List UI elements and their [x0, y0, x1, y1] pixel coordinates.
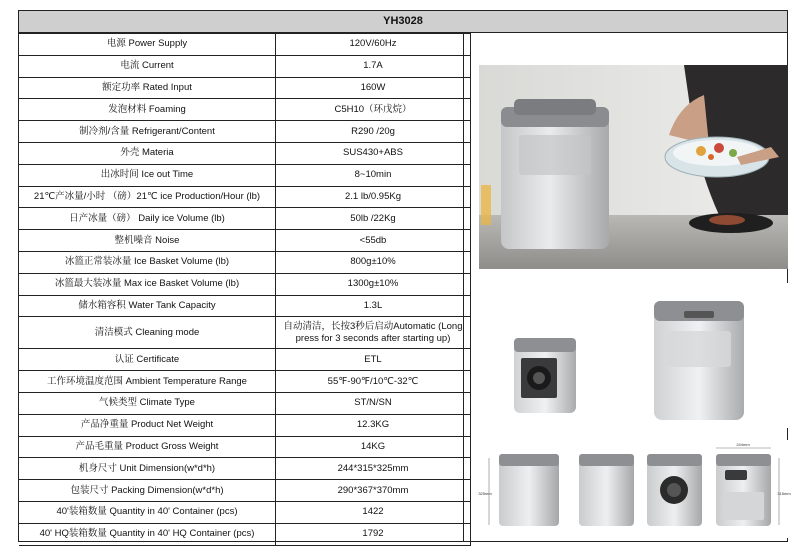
- spec-value: <55db: [276, 230, 471, 252]
- spec-row: [19, 164, 471, 186]
- spec-label: 电源 Power Supply: [19, 34, 276, 56]
- spec-value: 2.1 lb/0.95Kg: [276, 186, 471, 208]
- spec-row: [19, 142, 471, 164]
- spec-value: 160W: [276, 77, 471, 99]
- spec-row: [19, 77, 471, 99]
- spec-value: 800g±10%: [276, 251, 471, 273]
- spec-label: 产品毛重量 Product Gross Weight: [19, 436, 276, 458]
- spec-value: R290 /20g: [276, 121, 471, 143]
- spec-row: [19, 208, 471, 230]
- spec-label: 整机噪音 Noise: [19, 230, 276, 252]
- spec-row: [19, 273, 471, 295]
- spec-label: 冰篮正常装冰量 Ice Basket Volume (lb): [19, 251, 276, 273]
- product-render-photo: [479, 283, 788, 428]
- spec-row: [19, 480, 471, 502]
- spec-row: [19, 371, 471, 393]
- spec-row: [19, 34, 471, 56]
- spec-label: 储水箱容积 Water Tank Capacity: [19, 295, 276, 317]
- spec-label: 产品净重量 Product Net Weight: [19, 414, 276, 436]
- product-photo-column: [463, 33, 791, 541]
- spec-value: 14KG: [276, 436, 471, 458]
- spec-value: 1.7A: [276, 55, 471, 77]
- spec-label: 40' HQ装箱数量 Quantity in 40' HQ Container (pcs): [19, 523, 276, 545]
- spec-sheet: [18, 10, 791, 542]
- spec-label: 出冰时间 Ice out Time: [19, 164, 276, 186]
- spec-value: 290*367*370mm: [276, 480, 471, 502]
- spec-row: [19, 523, 471, 545]
- spec-value: 12.3KG: [276, 414, 471, 436]
- spec-value: 50lb /22Kg: [276, 208, 471, 230]
- spec-label: 制冷剂/含量 Refrigerant/Content: [19, 121, 276, 143]
- spec-label: 清洁模式 Cleaning mode: [19, 317, 276, 349]
- spec-row: [19, 317, 471, 349]
- spec-label: 包装尺寸 Packing Dimension(w*d*h): [19, 480, 276, 502]
- spec-value: SUS430+ABS: [276, 142, 471, 164]
- spec-label: 电流 Current: [19, 55, 276, 77]
- model-title: YH3028: [19, 11, 787, 33]
- spec-row: [19, 251, 471, 273]
- dimension-height-left-label: 325mm: [478, 491, 492, 496]
- spec-value: 8~10min: [276, 164, 471, 186]
- spec-label: 机身尺寸 Unit Dimension(w*d*h): [19, 458, 276, 480]
- spec-label: 气候类型 Climate Type: [19, 392, 276, 414]
- spec-row: [19, 295, 471, 317]
- spec-value: 244*315*325mm: [276, 458, 471, 480]
- spec-row: [19, 414, 471, 436]
- spec-value: 120V/60Hz: [276, 34, 471, 56]
- spec-value: 1.3L: [276, 295, 471, 317]
- spec-label: 21℃产冰量/小时 （磅）21℃ ice Production/Hour (lb): [19, 186, 276, 208]
- spec-label: 40'装箱数量 Quantity in 40' Container (pcs): [19, 501, 276, 523]
- spec-value: ST/N/SN: [276, 392, 471, 414]
- spec-row: [19, 349, 471, 371]
- spec-value: C5H10（环戊烷）: [276, 99, 471, 121]
- lifestyle-photo: [479, 65, 788, 269]
- dimension-width-label: 244mm: [736, 442, 750, 447]
- spec-label: 日产冰量（磅） Daily ice Volume (lb): [19, 208, 276, 230]
- dimension-height-right-label: 315mm: [777, 491, 791, 496]
- spec-row: [19, 55, 471, 77]
- spec-value: ETL: [276, 349, 471, 371]
- spec-value: 1792: [276, 523, 471, 545]
- spec-value: 55℉-90℉/10℃-32℃: [276, 371, 471, 393]
- spec-label: 冰篮最大装冰量 Max ice Basket Volume (lb): [19, 273, 276, 295]
- spec-row: [19, 99, 471, 121]
- spec-row: [19, 501, 471, 523]
- spec-value: 1300g±10%: [276, 273, 471, 295]
- spec-label: 发泡材料 Foaming: [19, 99, 276, 121]
- spec-row: [19, 230, 471, 252]
- spec-value: 1422: [276, 501, 471, 523]
- spec-row: [19, 186, 471, 208]
- spec-row: [19, 121, 471, 143]
- spec-label: 工作环境温度范围 Ambient Temperature Range: [19, 371, 276, 393]
- spec-row: [19, 436, 471, 458]
- spec-table: [19, 33, 471, 546]
- spec-label: 外壳 Materia: [19, 142, 276, 164]
- spec-row: [19, 392, 471, 414]
- spec-value: 自动清洁，长按3秒后启动Automatic (Long press for 3 seconds after starting up): [276, 317, 471, 349]
- spec-label: 额定功率 Rated Input: [19, 77, 276, 99]
- dimension-drawing: [478, 440, 791, 538]
- spec-label: 认证 Certificate: [19, 349, 276, 371]
- spec-row: [19, 458, 471, 480]
